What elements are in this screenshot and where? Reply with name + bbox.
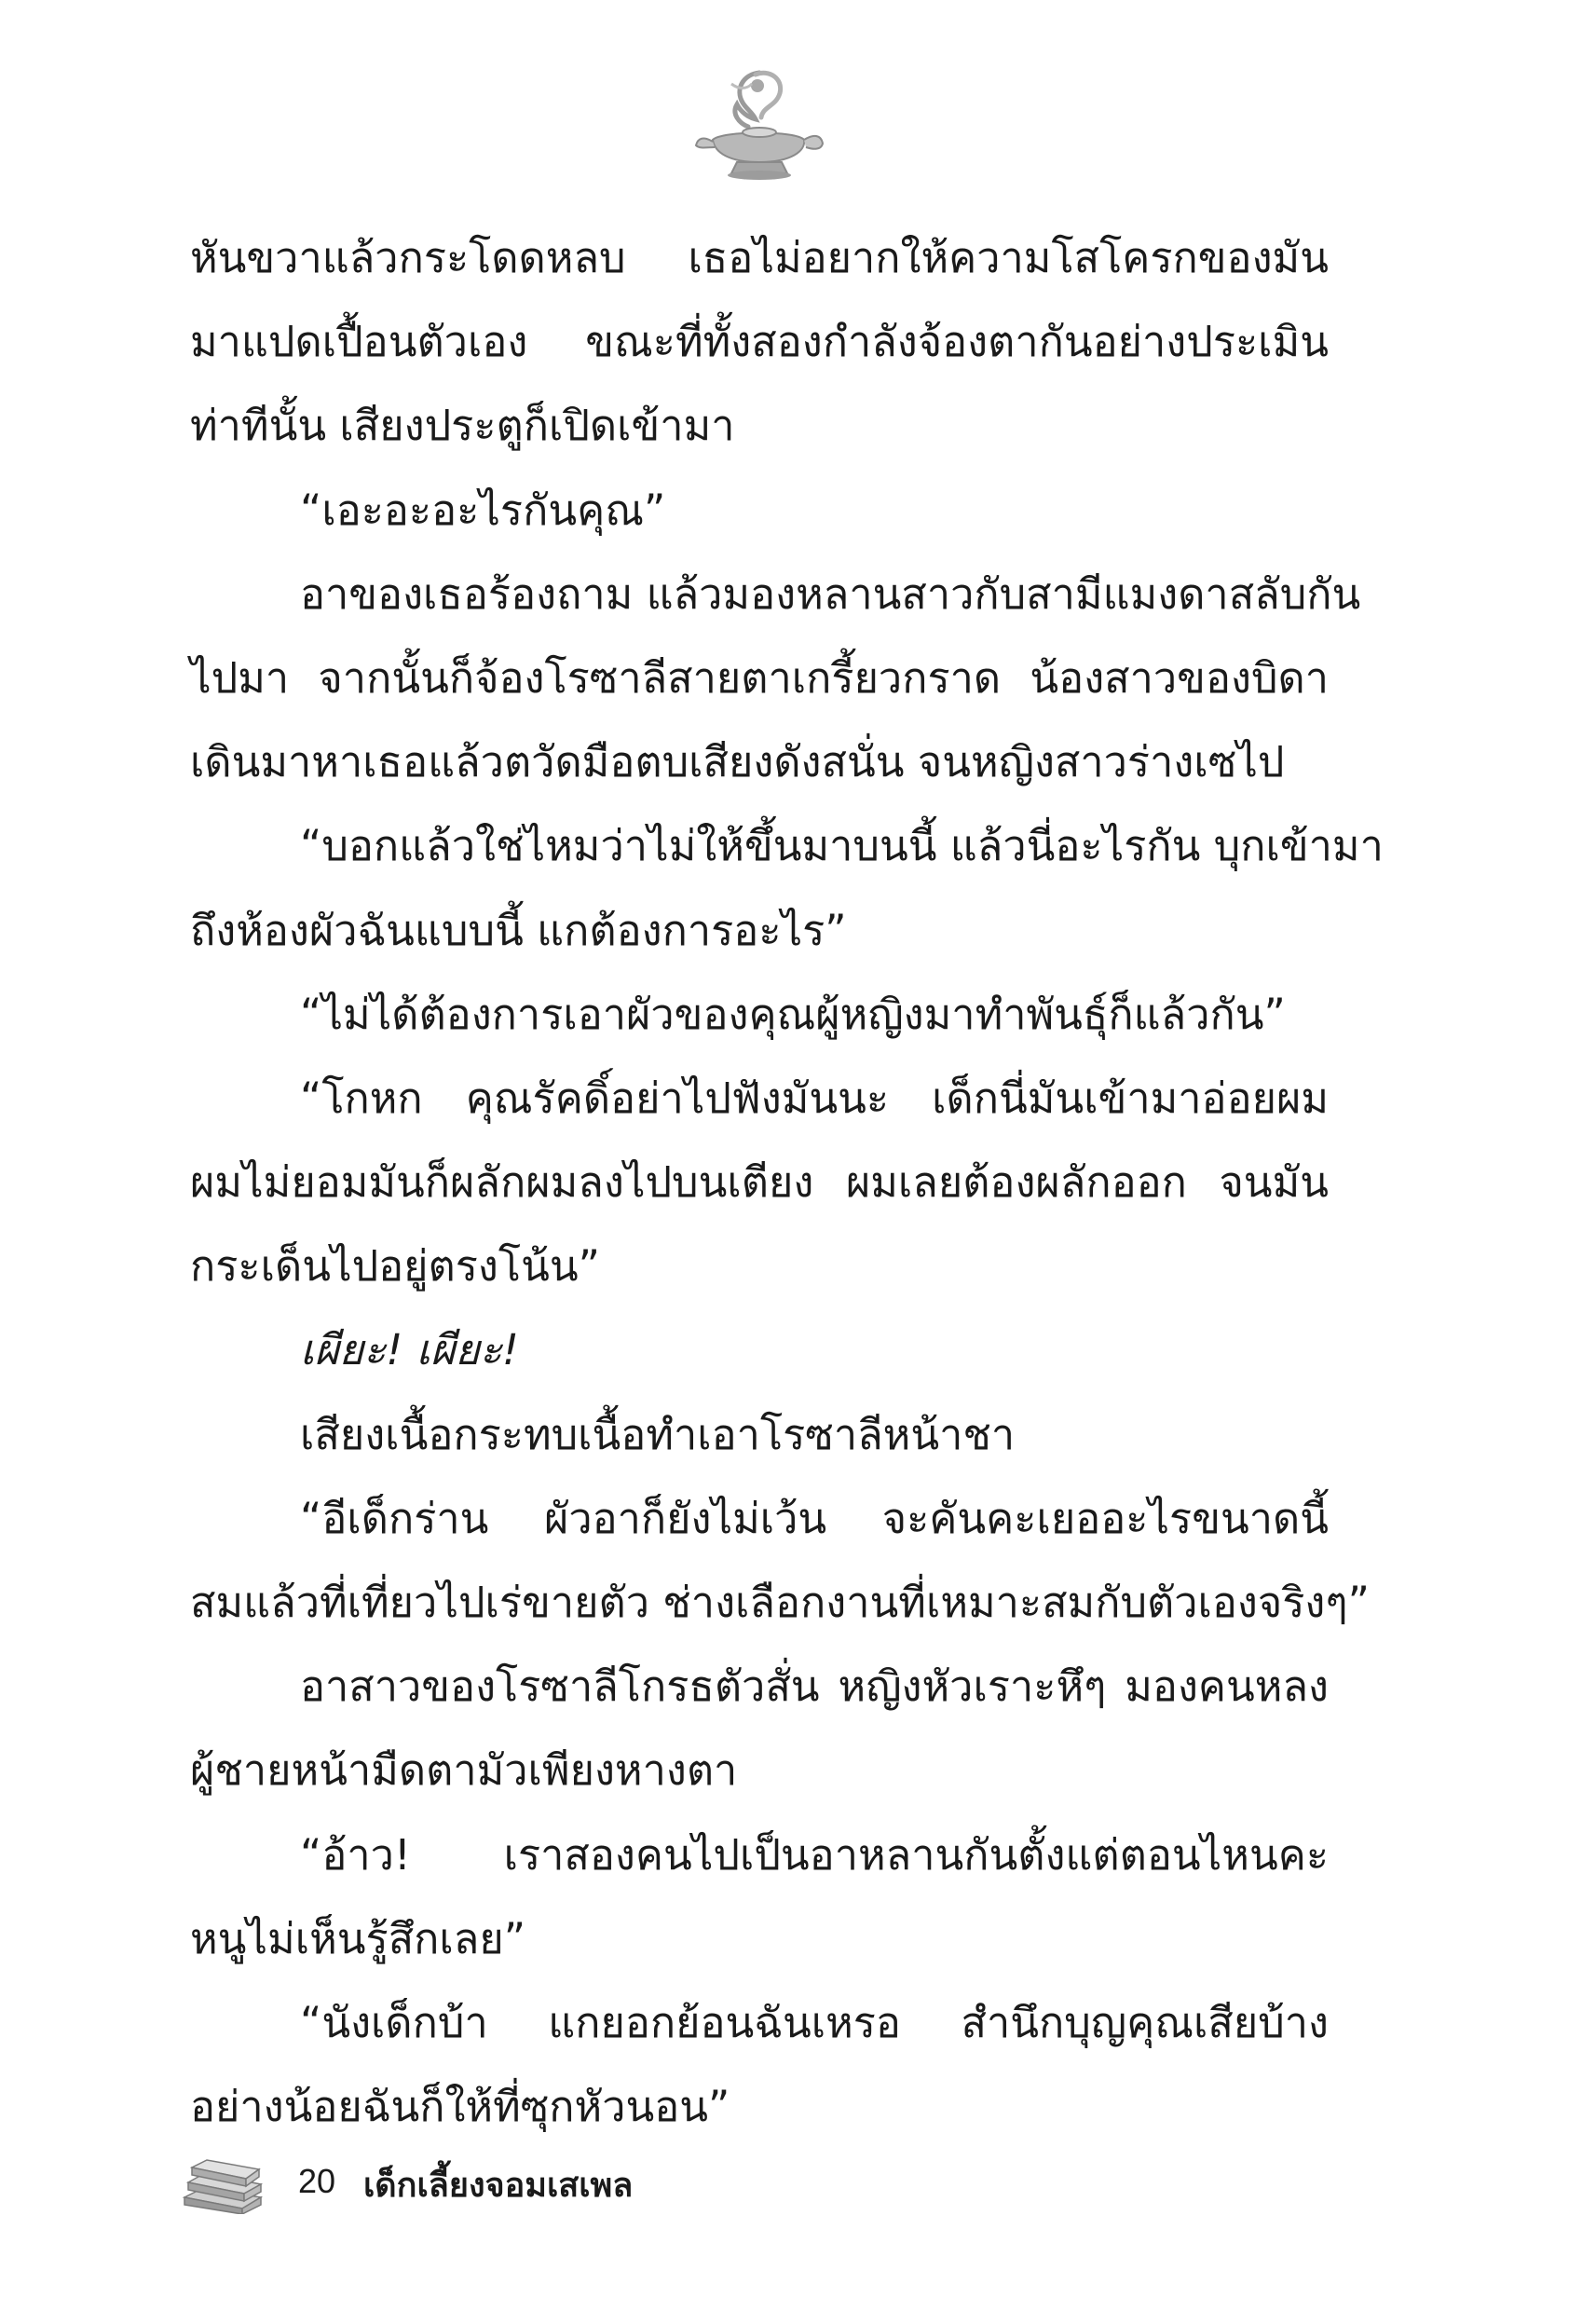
stacked-books-icon xyxy=(177,2156,266,2214)
paragraph-line: สมแล้วที่เที่ยวไปเร่ขายตัว ช่างเลือกงานที่เหมาะสมกับตัวเองจริงๆ” xyxy=(190,1578,1370,1627)
paragraph-line: “ไม่ได้ต้องการเอาผัวของคุณผู้หญิงมาทำพันธุ์ก็แล้วกัน” xyxy=(300,989,1286,1039)
paragraph-line: หันขวาแล้วกระโดดหลบ เธอไม่อยากให้ความโสโครกของมัน xyxy=(190,233,1329,282)
paragraph-line: ท่าทีนั้น เสียงประตูก็เปิดเข้ามา xyxy=(190,401,735,451)
paragraph-line: เสียงเนื้อกระทบเนื้อทำเอาโรซาลีหน้าชา xyxy=(300,1409,1016,1459)
paragraph-line: อาสาวของโรซาลีโกรธตัวสั่น หญิงหัวเราะหึๆ มองคนหลง xyxy=(300,1661,1329,1712)
paragraph-line: “อีเด็กร่าน ผัวอาก็ยังไม่เว้น จะคันคะเยออะไรขนาดนี้ xyxy=(300,1493,1329,1543)
paragraph-line: “บอกแล้วใช่ไหมว่าไม่ให้ขึ้นมาบนนี้ แล้วนี่อะไรกัน บุกเข้ามา xyxy=(300,821,1384,871)
paragraph-line: เดินมาหาเธอแล้วตวัดมือตบเสียงดังสนั่น จนหญิงสาวร่างเซไป xyxy=(190,737,1285,787)
page-footer xyxy=(177,2154,736,2229)
page-number: 20 xyxy=(298,2162,336,2200)
paragraph-line: เผียะ! เผียะ! xyxy=(300,1325,519,1375)
paragraph-line: ถึงห้องผัวฉันแบบนี้ แกต้องการอะไร” xyxy=(190,905,847,955)
book-title: เด็กเลี้ยงจอมเสเพล xyxy=(363,2167,634,2205)
paragraph-line: “เอะอะอะไรกันคุณ” xyxy=(300,485,666,535)
paragraph-line: ผู้ชายหน้ามืดตามัวเพียงหางตา xyxy=(190,1745,738,1796)
paragraph-line: มาแปดเปื้อนตัวเอง ขณะที่ทั้งสองกำลังจ้องตากันอย่างประเมิน xyxy=(190,317,1329,367)
paragraph-line: “โกหก คุณรัคดิ์อย่าไปฟังมันนะ เด็กนี่มันเข้ามาอ่อยผม xyxy=(300,1073,1329,1123)
paragraph-line: “อ้าว! เราสองคนไปเป็นอาหลานกันตั้งแต่ตอนไหนคะ xyxy=(300,1829,1329,1880)
paragraph-line: อย่างน้อยฉันก็ให้ที่ซุกหัวนอน” xyxy=(190,2082,730,2132)
paragraph-line: หนูไม่เห็นรู้สึกเลย” xyxy=(190,1913,526,1963)
paragraph-line: ไปมา จากนั้นก็จ้องโรซาลีสายตาเกรี้ยวกราด น้องสาวของบิดา xyxy=(190,652,1329,703)
paragraph-line: อาของเธอร้องถาม แล้วมองหลานสาวกับสามีแมงดาสลับกัน xyxy=(300,568,1361,619)
paragraph-line: กระเด็นไปอยู่ตรงโน้น” xyxy=(190,1241,600,1292)
paragraph-line: ผมไม่ยอมมันก็ผลักผมลงไปบนเตียง ผมเลยต้องผลักออก จนมัน xyxy=(190,1157,1329,1208)
paragraph-line: “นังเด็กบ้า แกยอกย้อนฉันเหรอ สำนึกบุญคุณเสียบ้าง xyxy=(300,1997,1329,2047)
story-text xyxy=(190,216,1384,2149)
magic-lamp-emblem-icon xyxy=(694,65,825,186)
